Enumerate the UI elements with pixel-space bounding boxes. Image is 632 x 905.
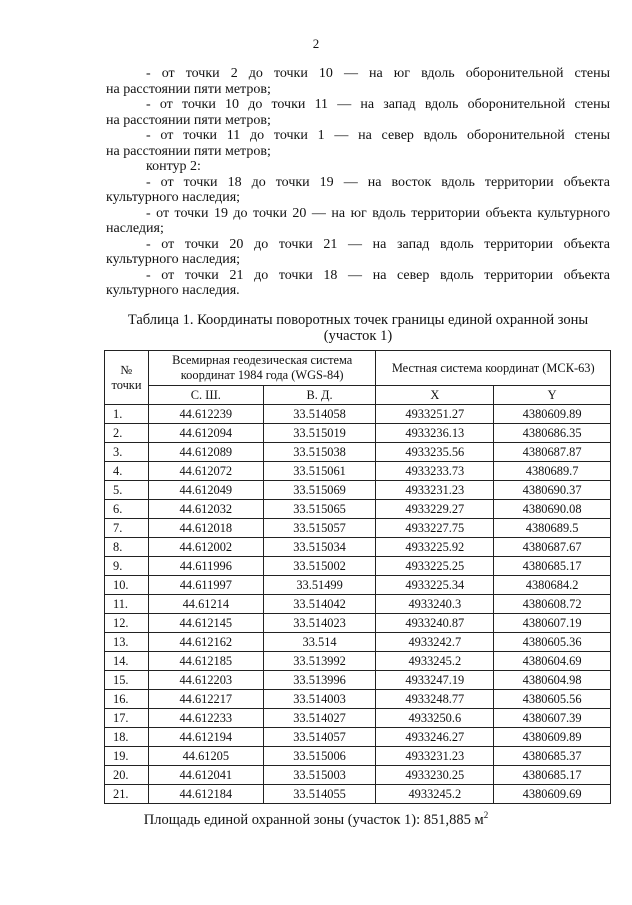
table-row xyxy=(105,500,611,519)
y-cell: 4380690.08 xyxy=(494,500,611,519)
y-cell: 4380605.56 xyxy=(494,690,611,709)
table-row xyxy=(105,671,611,690)
latitude-cell: 44.612203 xyxy=(148,671,263,690)
point-number-cell: 6. xyxy=(105,500,149,519)
header-msk63: Местная система координат (МСК-63) xyxy=(376,351,611,386)
latitude-cell: 44.612002 xyxy=(148,538,263,557)
table-row xyxy=(105,424,611,443)
y-cell: 4380607.19 xyxy=(494,614,611,633)
latitude-cell: 44.612185 xyxy=(148,652,263,671)
x-cell: 4933240.3 xyxy=(376,595,494,614)
table-row xyxy=(105,747,611,766)
point-number-cell: 16. xyxy=(105,690,149,709)
point-number-cell: 19. xyxy=(105,747,149,766)
x-cell: 4933236.13 xyxy=(376,424,494,443)
table-row xyxy=(105,785,611,804)
longitude-cell: 33.515002 xyxy=(263,557,376,576)
longitude-cell: 33.514003 xyxy=(263,690,376,709)
header-point-number: № точки xyxy=(105,351,149,405)
x-cell: 4933225.92 xyxy=(376,538,494,557)
latitude-cell: 44.612018 xyxy=(148,519,263,538)
paragraph-line: культурного наследия. xyxy=(106,283,240,298)
latitude-cell: 44.611997 xyxy=(148,576,263,595)
latitude-cell: 44.612217 xyxy=(148,690,263,709)
table-row xyxy=(105,481,611,500)
y-cell: 4380607.39 xyxy=(494,709,611,728)
point-number-cell: 3. xyxy=(105,443,149,462)
x-cell: 4933246.27 xyxy=(376,728,494,747)
latitude-cell: 44.612233 xyxy=(148,709,263,728)
point-number-cell: 17. xyxy=(105,709,149,728)
point-number-cell: 2. xyxy=(105,424,149,443)
page-number: 2 xyxy=(312,36,320,51)
table-row xyxy=(105,766,611,785)
point-number-cell: 10. xyxy=(105,576,149,595)
x-cell: 4933231.23 xyxy=(376,747,494,766)
point-number-cell: 21. xyxy=(105,785,149,804)
paragraph-line: на расстоянии пяти метров; xyxy=(106,112,271,128)
longitude-cell: 33.514058 xyxy=(263,405,376,424)
y-cell: 4380685.17 xyxy=(494,766,611,785)
table-caption-line: Таблица 1. Координаты поворотных точек границы единой охранной зоны xyxy=(127,312,589,328)
longitude-cell: 33.513996 xyxy=(263,671,376,690)
latitude-cell: 44.612094 xyxy=(148,424,263,443)
latitude-cell: 44.612162 xyxy=(148,633,263,652)
paragraph-line: - от точки 21 до точки 18 — на север вдоль территории объекта xyxy=(146,267,610,283)
paragraph-line: на расстоянии пяти метров; xyxy=(106,81,271,97)
latitude-cell: 44.612194 xyxy=(148,728,263,747)
point-number-cell: 11. xyxy=(105,595,149,614)
longitude-cell: 33.514023 xyxy=(263,614,376,633)
longitude-cell: 33.515003 xyxy=(263,766,376,785)
x-cell: 4933251.27 xyxy=(376,405,494,424)
table-row xyxy=(105,576,611,595)
latitude-cell: 44.612239 xyxy=(148,405,263,424)
y-cell: 4380605.36 xyxy=(494,633,611,652)
longitude-cell: 33.514042 xyxy=(263,595,376,614)
table-row xyxy=(105,462,611,481)
header-latitude: С. Ш. xyxy=(148,386,263,405)
x-cell: 4933242.7 xyxy=(376,633,494,652)
x-cell: 4933235.56 xyxy=(376,443,494,462)
y-cell: 4380604.98 xyxy=(494,671,611,690)
longitude-cell: 33.515065 xyxy=(263,500,376,519)
y-cell: 4380687.87 xyxy=(494,443,611,462)
paragraph-line: наследия; xyxy=(106,221,164,236)
point-number-cell: 7. xyxy=(105,519,149,538)
table-row xyxy=(105,519,611,538)
point-number-cell: 5. xyxy=(105,481,149,500)
point-number-cell: 1. xyxy=(105,405,149,424)
y-cell: 4380689.5 xyxy=(494,519,611,538)
y-cell: 4380604.69 xyxy=(494,652,611,671)
latitude-cell: 44.611996 xyxy=(148,557,263,576)
point-number-cell: 8. xyxy=(105,538,149,557)
x-cell: 4933227.75 xyxy=(376,519,494,538)
y-cell: 4380609.89 xyxy=(494,405,611,424)
latitude-cell: 44.612072 xyxy=(148,462,263,481)
y-cell: 4380609.69 xyxy=(494,785,611,804)
latitude-cell: 44.61214 xyxy=(148,595,263,614)
paragraph-line: - от точки 10 до точки 11 — на запад вдоль оборонительной стены xyxy=(146,97,610,112)
longitude-cell: 33.515006 xyxy=(263,747,376,766)
x-cell: 4933225.34 xyxy=(376,576,494,595)
latitude-cell: 44.612049 xyxy=(148,481,263,500)
y-cell: 4380609.89 xyxy=(494,728,611,747)
latitude-cell: 44.612184 xyxy=(148,785,263,804)
latitude-cell: 44.612041 xyxy=(148,766,263,785)
y-cell: 4380689.7 xyxy=(494,462,611,481)
longitude-cell: 33.514057 xyxy=(263,728,376,747)
paragraph-line: на расстоянии пяти метров; xyxy=(106,143,271,159)
point-number-cell: 14. xyxy=(105,652,149,671)
paragraph-line: культурного наследия; xyxy=(106,252,241,267)
contour-heading: контур 2: xyxy=(146,159,201,174)
header-y: Y xyxy=(494,386,611,405)
latitude-cell: 44.612145 xyxy=(148,614,263,633)
x-cell: 4933247.19 xyxy=(376,671,494,690)
paragraph-line: - от точки 19 до точки 20 — на юг вдоль территории объекта культурного xyxy=(146,205,610,221)
paragraph-line: культурного наследия; xyxy=(106,190,241,205)
x-cell: 4933229.27 xyxy=(376,500,494,519)
y-cell: 4380684.2 xyxy=(494,576,611,595)
point-number-cell: 12. xyxy=(105,614,149,633)
x-cell: 4933231.23 xyxy=(376,481,494,500)
header-x: X xyxy=(376,386,494,405)
longitude-cell: 33.515038 xyxy=(263,443,376,462)
table-row xyxy=(105,690,611,709)
area-text: Площадь единой охранной зоны (участок 1): 851,885 м xyxy=(143,811,484,828)
table-row xyxy=(105,557,611,576)
longitude-cell: 33.51499 xyxy=(263,576,376,595)
x-cell: 4933245.2 xyxy=(376,652,494,671)
y-cell: 4380690.37 xyxy=(494,481,611,500)
longitude-cell: 33.514055 xyxy=(263,785,376,804)
x-cell: 4933250.6 xyxy=(376,709,494,728)
area-statement xyxy=(0,810,632,829)
paragraph-line: - от точки 18 до точки 19 — на восток вдоль территории объекта xyxy=(146,174,610,190)
longitude-cell: 33.515069 xyxy=(263,481,376,500)
table-row xyxy=(105,595,611,614)
header-longitude: В. Д. xyxy=(263,386,376,405)
longitude-cell: 33.515034 xyxy=(263,538,376,557)
x-cell: 4933233.73 xyxy=(376,462,494,481)
y-cell: 4380687.67 xyxy=(494,538,611,557)
table-row xyxy=(105,728,611,747)
x-cell: 4933225.25 xyxy=(376,557,494,576)
table-row xyxy=(105,709,611,728)
y-cell: 4380686.35 xyxy=(494,424,611,443)
y-cell: 4380608.72 xyxy=(494,595,611,614)
boundary-description xyxy=(106,66,610,299)
paragraph-line: - от точки 11 до точки 1 — на север вдоль оборонительной стены xyxy=(146,128,610,143)
area-unit-superscript: 2 xyxy=(483,810,489,820)
coordinates-table-body xyxy=(105,405,611,804)
y-cell: 4380685.17 xyxy=(494,557,611,576)
longitude-cell: 33.515057 xyxy=(263,519,376,538)
x-cell: 4933230.25 xyxy=(376,766,494,785)
x-cell: 4933248.77 xyxy=(376,690,494,709)
longitude-cell: 33.513992 xyxy=(263,652,376,671)
paragraph-line: - от точки 20 до точки 21 — на запад вдоль территории объекта xyxy=(146,236,610,252)
table-caption-line: (участок 1) xyxy=(323,328,393,344)
table-row xyxy=(105,538,611,557)
table-row xyxy=(105,443,611,462)
longitude-cell: 33.515061 xyxy=(263,462,376,481)
point-number-cell: 20. xyxy=(105,766,149,785)
y-cell: 4380685.37 xyxy=(494,747,611,766)
coordinates-table xyxy=(104,350,611,804)
point-number-cell: 15. xyxy=(105,671,149,690)
latitude-cell: 44.61205 xyxy=(148,747,263,766)
x-cell: 4933245.2 xyxy=(376,785,494,804)
point-number-cell: 9. xyxy=(105,557,149,576)
table-row xyxy=(105,652,611,671)
x-cell: 4933240.87 xyxy=(376,614,494,633)
longitude-cell: 33.515019 xyxy=(263,424,376,443)
paragraph-line: - от точки 2 до точки 10 — на юг вдоль оборонительной стены xyxy=(146,66,610,81)
longitude-cell: 33.514027 xyxy=(263,709,376,728)
latitude-cell: 44.612032 xyxy=(148,500,263,519)
longitude-cell: 33.514 xyxy=(263,633,376,652)
header-wgs84: Всемирная геодезическая система координат 1984 года (WGS-84) xyxy=(148,351,376,386)
table-caption xyxy=(106,312,610,344)
point-number-cell: 13. xyxy=(105,633,149,652)
table-row xyxy=(105,614,611,633)
latitude-cell: 44.612089 xyxy=(148,443,263,462)
point-number-cell: 18. xyxy=(105,728,149,747)
point-number-cell: 4. xyxy=(105,462,149,481)
table-row xyxy=(105,633,611,652)
table-row xyxy=(105,405,611,424)
